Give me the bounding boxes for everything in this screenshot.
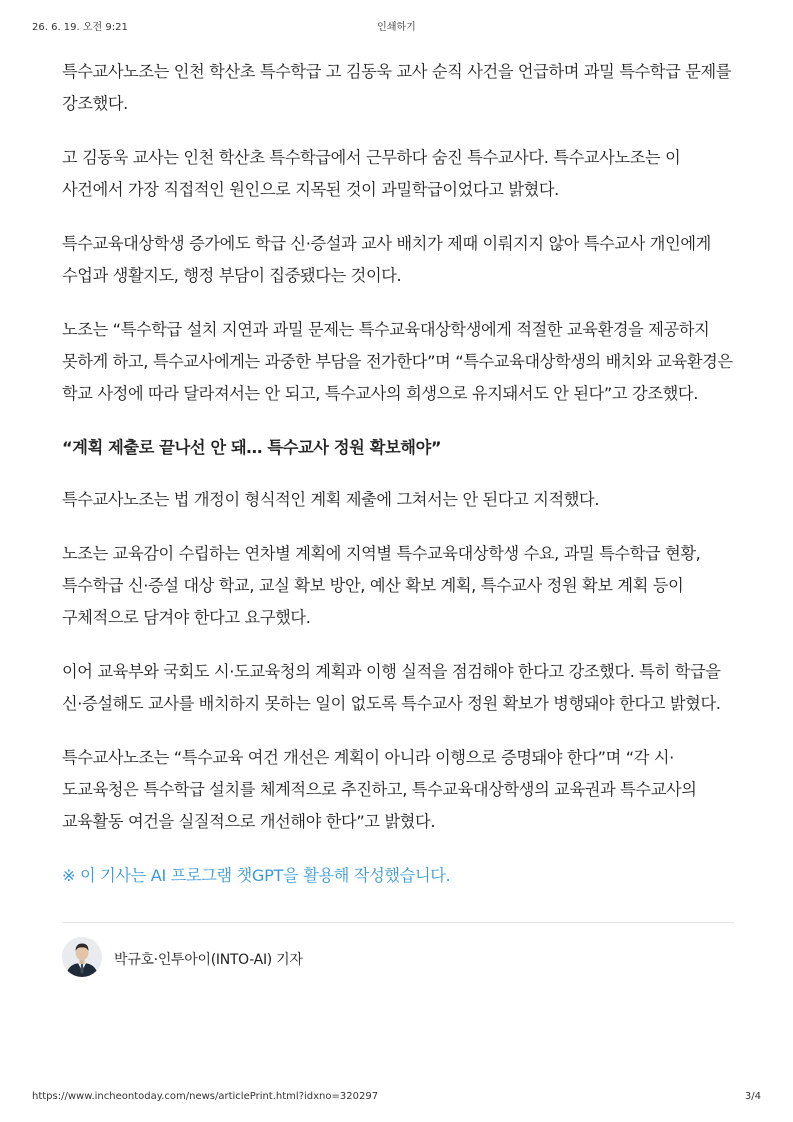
article-paragraph: 특수교사노조는 법 개정이 형식적인 계획 제출에 그쳐서는 안 된다고 지적했다. bbox=[62, 490, 600, 509]
byline bbox=[62, 937, 734, 981]
article-subheading: “계획 제출로 끝나선 안 돼… 특수교사 정원 확보해야” bbox=[62, 438, 442, 457]
article-paragraph: 특수교사노조는 인천 학산초 특수학급 고 김동욱 교사 순직 사건을 언급하며 과밀 특수학급 문제를 강조했다. bbox=[62, 62, 732, 113]
article-paragraph: 특수교사노조는 “특수교육 여건 개선은 계획이 아니라 이행으로 증명돼야 한다”며 “각 시·도교육청은 특수학급 설치를 체계적으로 추진하고, 특수교육대상학생의 교육권과 특수교사의 교육활동 여건을 실질적으로 개선해야 한다”고 밝혔다. bbox=[62, 748, 697, 831]
article-body bbox=[62, 56, 734, 981]
reporter-avatar bbox=[62, 937, 102, 977]
article-paragraph: 고 김동욱 교사는 인천 학산초 특수학급에서 근무하다 숨진 특수교사다. 특수교사노조는 이 사건에서 가장 직접적인 원인으로 지목된 것이 과밀학급이었다고 밝혔다. bbox=[62, 148, 681, 199]
article-paragraph: 이어 교육부와 국회도 시·도교육청의 계획과 이행 실적을 점검해야 한다고 강조했다. 특히 학급을 신·증설해도 교사를 배치하지 못하는 일이 없도록 특수교사 정원 확보가 병행돼야 한다고 밝혔다. bbox=[62, 662, 721, 713]
article-paragraph: 노조는 교육감이 수립하는 연차별 계획에 지역별 특수교육대상학생 수요, 과밀 특수학급 현황, 특수학급 신·증설 대상 학교, 교실 확보 방안, 예산 확보 계획, 특수교사 정원 확보 계획 등이 구체적으로 담겨야 한다고 요구했다. bbox=[62, 544, 701, 627]
reporter-name: 박규호·인투아이(INTO-AI) 기자 bbox=[114, 952, 303, 968]
print-date: 26. 6. 19. 오전 9:21 bbox=[32, 22, 128, 33]
print-title: 인쇄하기 bbox=[377, 22, 416, 33]
article-paragraph: 노조는 “특수학급 설치 지연과 과밀 문제는 특수교육대상학생에게 적절한 교육환경을 제공하지 못하게 하고, 특수교사에게는 과중한 부담을 전가한다”며 “특수교육대상학생의 배치와 교육환경은 학교 사정에 따라 달라져서는 안 되고, 특수교사의 희생으로 유지돼서도 안 된다”고 강조했다. bbox=[62, 320, 733, 403]
page-number: 3/4 bbox=[744, 1091, 761, 1102]
print-url: https://www.incheontoday.com/news/articlePrint.html?idxno=320297 bbox=[32, 1091, 379, 1102]
print-header bbox=[32, 18, 761, 34]
byline-divider bbox=[62, 922, 734, 923]
ai-disclosure-note: ※ 이 기사는 AI 프로그램 챗GPT을 활용해 작성했습니다. bbox=[62, 866, 451, 885]
article-paragraph: 특수교육대상학생 증가에도 학급 신·증설과 교사 배치가 제때 이뤄지지 않아 특수교사 개인에게 수업과 생활지도, 행정 부담이 집중됐다는 것이다. bbox=[62, 234, 711, 285]
print-footer bbox=[32, 1091, 761, 1105]
